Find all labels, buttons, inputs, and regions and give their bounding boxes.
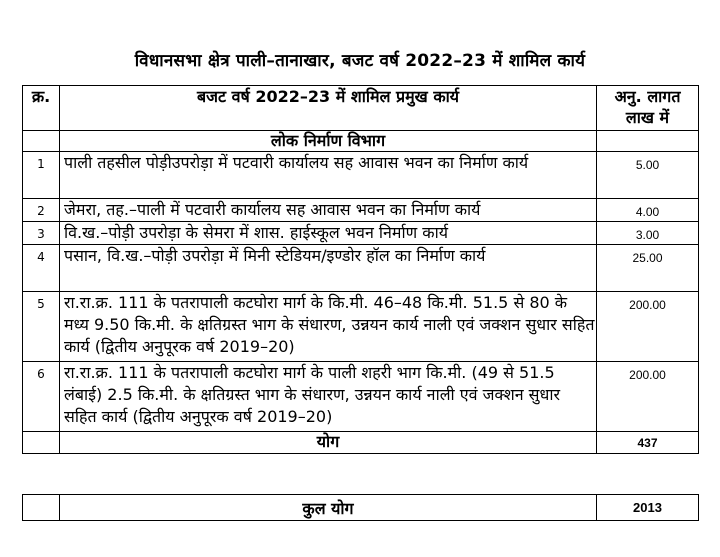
row-cost: 5.00 — [597, 152, 699, 199]
grand-empty-cell — [23, 495, 60, 521]
table-header-row — [23, 86, 699, 131]
row-number: 5 — [23, 292, 60, 362]
row-number: 6 — [23, 362, 60, 432]
row-cost: 25.00 — [597, 245, 699, 292]
total-label: योग — [60, 432, 597, 454]
header-work: बजट वर्ष 2022–23 में शामिल प्रमुख कार्य — [60, 86, 597, 131]
section-empty-cell — [597, 131, 699, 152]
row-number: 4 — [23, 245, 60, 292]
row-number: 2 — [23, 199, 60, 222]
row-description: रा.रा.क्र. 111 के पतरापाली कटघोरा मार्ग के पाली शहरी भाग कि.मी. (49 से 51.5 लंबाई) 2.5 कि.मी. के क्षतिग्रस्त भाग के संधारण, उन्नयन कार्य नाली एवं जक्शन सुधार सहित कार्य (द्वितीय अनुपूरक वर्ष 2019–20) — [60, 362, 597, 432]
row-number: 3 — [23, 222, 60, 245]
total-empty-cell — [23, 432, 60, 454]
table-row — [23, 362, 699, 432]
table-row — [23, 152, 699, 199]
row-description: वि.ख.–पोड़ी उपरोड़ा के सेमरा में शास. हाईस्कूल भवन निर्माण कार्य — [60, 222, 597, 245]
row-cost: 200.00 — [597, 362, 699, 432]
table-row — [23, 245, 699, 292]
row-description: रा.रा.क्र. 111 के पतरापाली कटघोरा मार्ग के कि.मी. 46–48 कि.मी. 51.5 से 80 के मध्य 9.50 कि.मी. के क्षतिग्रस्त भाग के संधारण, उन्नयन कार्य नाली एवं जक्शन सुधार सहित कार्य (द्वितीय अनुपूरक वर्ष 2019–20) — [60, 292, 597, 362]
row-number: 1 — [23, 152, 60, 199]
table-row — [23, 199, 699, 222]
header-cost — [597, 86, 699, 131]
row-cost: 3.00 — [597, 222, 699, 245]
header-cost-line2: लाख में — [625, 108, 670, 127]
grand-total-label: कुल योग — [60, 495, 597, 521]
header-serial: क्र. — [23, 86, 60, 131]
table-row — [23, 222, 699, 245]
row-description: पाली तहसील पोड़ीउपरोड़ा में पटवारी कार्यालय सह आवास भवन का निर्माण कार्य — [60, 152, 597, 199]
works-table — [22, 85, 699, 454]
row-cost: 4.00 — [597, 199, 699, 222]
section-title: लोक निर्माण विभाग — [60, 131, 597, 152]
table-row — [23, 292, 699, 362]
header-cost-line1: अनु. लागत — [614, 87, 681, 106]
row-description: जेमरा, तह.–पाली में पटवारी कार्यालय सह आवास भवन का निर्माण कार्य — [60, 199, 597, 222]
section-row — [23, 131, 699, 152]
document-title: विधानसभा क्षेत्र पाली–तानाखार, बजट वर्ष 2022–23 में शामिल कार्य — [134, 51, 586, 71]
total-value: 437 — [597, 432, 699, 454]
section-empty-cell — [23, 131, 60, 152]
total-row — [23, 432, 699, 454]
row-cost: 200.00 — [597, 292, 699, 362]
grand-total-row — [23, 495, 699, 521]
row-description: पसान, वि.ख.–पोड़ी उपरोड़ा में मिनी स्टेडियम/इण्डोर हॉल का निर्माण कार्य — [60, 245, 597, 292]
grand-total-table — [22, 494, 699, 521]
grand-total-value: 2013 — [597, 495, 699, 521]
